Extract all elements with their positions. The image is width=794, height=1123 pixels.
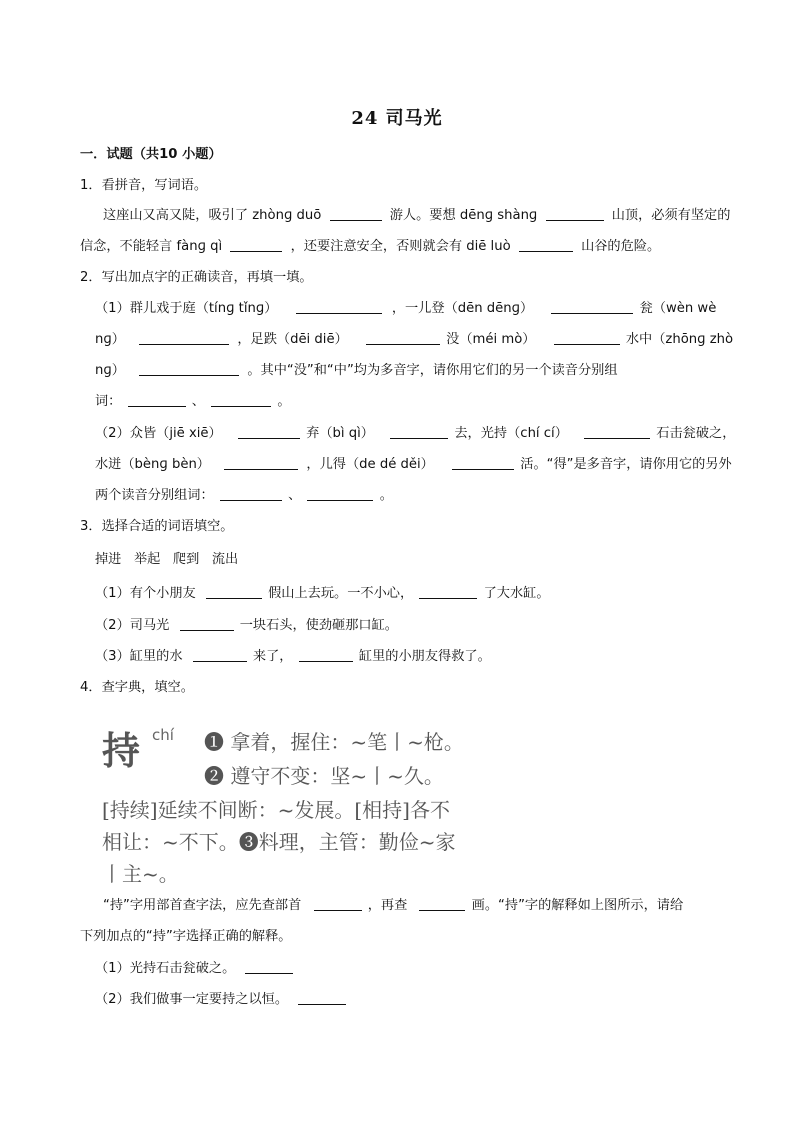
q3-text: （1）有个小朋友 xyxy=(95,586,196,601)
q2-text: 瓮（wèn wè xyxy=(639,301,717,316)
q2-text: 石击瓮破之， xyxy=(656,426,736,441)
q2-text: 水中（zhōnɡ zhò xyxy=(625,332,734,347)
blank[interactable] xyxy=(584,424,650,439)
blank[interactable] xyxy=(128,392,186,407)
blank[interactable] xyxy=(554,330,620,345)
blank[interactable] xyxy=(551,299,633,314)
q3-sentence-2 xyxy=(95,616,398,636)
q1-line-1 xyxy=(103,206,730,226)
dict-sense-1: ❶ 拿着，握住：~笔丨~枪。 xyxy=(204,730,464,754)
q4-heading: 4．查字典，填空。 xyxy=(80,680,194,695)
blank[interactable] xyxy=(452,455,514,470)
q2-text: （2）众皆（jiē xiē） xyxy=(95,426,222,441)
q4-text: （2）我们做事一定要持之以恒。 xyxy=(95,992,289,1007)
q2-text: （1）群儿戏于庭（tínɡ tǐnɡ） xyxy=(95,301,278,316)
dict-line-3: [持续]延续不间断：~发展。[相持]各不 xyxy=(102,798,450,822)
page-title: 24 司马光 xyxy=(351,108,443,129)
blank[interactable] xyxy=(296,299,382,314)
blank[interactable] xyxy=(330,206,382,221)
q2-text: 活。“得”是多音字，请你用它的另外 xyxy=(520,457,732,472)
q1-line-2 xyxy=(80,237,660,257)
q2-text: 没（méi mò） xyxy=(446,332,536,347)
q2-heading: 2．写出加点字的正确读音，再填一填。 xyxy=(80,270,313,285)
dictionary-entry-image xyxy=(102,714,522,886)
q2-p1-line-4 xyxy=(95,392,291,412)
q3-heading: 3．选择合适的词语填空。 xyxy=(80,519,234,534)
blank[interactable] xyxy=(519,237,573,252)
q3-sentence-1 xyxy=(95,584,550,604)
q4-answer-2 xyxy=(95,990,346,1010)
q2-p2-line-1 xyxy=(95,424,735,444)
blank[interactable] xyxy=(298,990,346,1005)
blank[interactable] xyxy=(139,361,239,376)
section-heading: 一．试题（共10 小题） xyxy=(80,147,222,162)
q4-text: （1）光持石击瓮破之。 xyxy=(95,961,236,976)
blank[interactable] xyxy=(230,237,282,252)
blank[interactable] xyxy=(314,896,362,911)
q4-text: 画。“持”字的解释如上图所示，请给 xyxy=(471,898,684,913)
blank[interactable] xyxy=(546,206,604,221)
blank[interactable] xyxy=(419,896,465,911)
q1-text: 游人。要想 dēnɡ shànɡ xyxy=(389,208,538,223)
q3-word-bank: 掉进 举起 爬到 流出 xyxy=(95,552,239,567)
dict-character: 持 xyxy=(102,728,141,773)
q3-text: （3）缸里的水 xyxy=(95,649,183,664)
q2-text: nɡ） xyxy=(95,332,125,347)
q1-text: 山顶，必须有坚定的 xyxy=(611,208,731,223)
q2-text: ，足跌（dēi diē） xyxy=(237,332,348,347)
blank[interactable] xyxy=(307,486,373,501)
blank[interactable] xyxy=(180,616,234,631)
q2-p1-line-1 xyxy=(95,299,716,319)
q1-text: 山谷的危险。 xyxy=(581,239,661,254)
q2-text: 词： xyxy=(95,394,122,409)
q2-p2-line-3 xyxy=(95,486,393,506)
q2-text: 。 xyxy=(379,488,393,503)
blank[interactable] xyxy=(299,647,353,662)
blank[interactable] xyxy=(206,584,262,599)
q3-text: （2）司马光 xyxy=(95,618,170,633)
q2-text: ，儿得（de dé děi） xyxy=(306,457,434,472)
q2-p1-line-3 xyxy=(95,361,618,381)
dict-sense-2: ❷ 遵守不变：坚~丨~久。 xyxy=(204,764,444,788)
blank[interactable] xyxy=(220,486,282,501)
blank[interactable] xyxy=(390,424,448,439)
q2-text: 、 xyxy=(191,394,205,409)
q1-heading: 1．看拼音，写词语。 xyxy=(80,178,208,193)
q2-text: 弃（bì qì） xyxy=(306,426,374,441)
q4-text: ，再查 xyxy=(367,898,408,913)
blank[interactable] xyxy=(224,455,298,470)
q4-text: “持”字用部首查字法，应先查部首 xyxy=(103,898,302,913)
q3-text: 假山上去玩。一不小心， xyxy=(268,586,414,601)
q4-answer-1 xyxy=(95,959,293,979)
q4-text-line-2: 下列加点的“持”字选择正确的解释。 xyxy=(80,929,292,944)
q1-text: ，还要注意安全，否则就会有 diē luò xyxy=(290,239,511,254)
blank[interactable] xyxy=(238,424,300,439)
q2-text: 、 xyxy=(288,488,302,503)
blank[interactable] xyxy=(366,330,440,345)
q4-text-line-1 xyxy=(103,896,683,916)
dict-line-5: 丨主~。 xyxy=(102,862,179,886)
q3-text: 一块石头，使劲砸那口缸。 xyxy=(239,618,398,633)
q2-text: 。其中“没”和“中”均为多音字，请你用它们的另一个读音分别组 xyxy=(247,363,618,378)
q3-text: 来了， xyxy=(252,649,293,664)
dict-pinyin: chí xyxy=(152,726,174,744)
q3-text: 了大水缸。 xyxy=(483,586,550,601)
q1-text: 信念，不能轻言 fànɡ qì xyxy=(80,239,223,254)
dict-line-4: 相让：~不下。❸料理，主管：勤俭~家 xyxy=(102,830,456,854)
q3-text: 缸里的小朋友得救了。 xyxy=(358,649,491,664)
blank[interactable] xyxy=(211,392,271,407)
blank[interactable] xyxy=(419,584,477,599)
q1-text: 这座山又高又陡，吸引了 zhònɡ duō xyxy=(103,208,322,223)
q2-text: 水迸（bènɡ bèn） xyxy=(95,457,210,472)
q3-sentence-3 xyxy=(95,647,491,667)
blank[interactable] xyxy=(139,330,229,345)
blank[interactable] xyxy=(193,647,247,662)
q2-text: 。 xyxy=(277,394,291,409)
q2-text: 去，光持（chí cí） xyxy=(454,426,568,441)
q2-p2-line-2 xyxy=(95,455,732,475)
q2-text: 两个读音分别组词： xyxy=(95,488,214,503)
q2-text: ，一儿登（dēn dēnɡ） xyxy=(391,301,534,316)
q2-p1-line-2 xyxy=(95,330,733,350)
blank[interactable] xyxy=(245,959,293,974)
q2-text: nɡ） xyxy=(95,363,125,378)
